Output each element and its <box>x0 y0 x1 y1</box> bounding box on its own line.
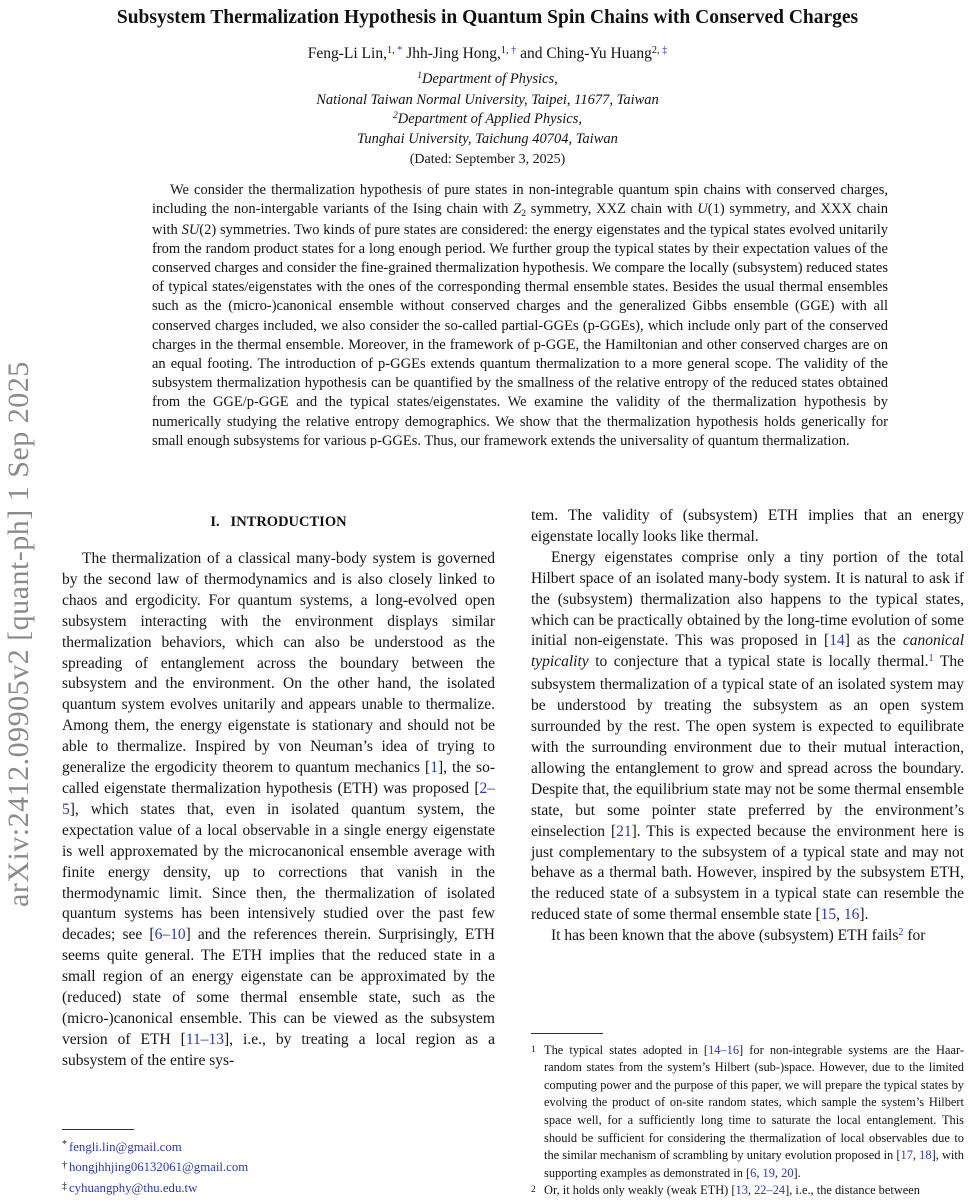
email-footnote-1 <box>62 1138 495 1159</box>
text-segment: 1 <box>417 70 423 82</box>
text-segment: 2 <box>393 109 398 121</box>
text-segment: symmetry, XXZ chain with <box>526 201 698 218</box>
footnote-rule <box>531 1033 603 1034</box>
text-segment: 1, <box>500 44 509 56</box>
text-segment: (2) symmetries. Two kinds of pure states are considered: the energy eigenstates and the typical states evolved unitarily from the random product states for a long enough period. We further group the typical states by their expectation values of the conserved charges and consider the fine-grained thermalization hypothesis. We compare the locally (subsystem) reduced states of typical states/eigenstates with the ones of the corresponding thermal ensemble states. Besides the usual thermal ensembles such as the (micro-)canonical ensemble without conserved charges and the generalized Gibbs ensemble (GGE) with all conserved charges included, we also consider the so-called partial-GGEs (p-GGEs), which include only part of the conserved charges in the thermal ensemble. Moreover, in the framework of p-GGE, the Hamiltonian and other conserved charges are on an equal footing. The introduction of p-GGEs extends quantum thermalization to a more general scope. The validity of the subsystem thermalization hypothesis can be quantified by the smallness of the relative entropy of the reduced states obtained from the GGE/p-GGE and the typical states/eigenstates. We examine the validity of the thermalization hypothesis by numerically studying the relative entropy demographics. We show that the thermalization hypothesis holds generically for small enough subsystems for various p-GGEs. Thus, our framework extends the universality of quantum thermalization. <box>152 221 888 449</box>
citation-link[interactable]: 18 <box>919 1148 932 1163</box>
text-segment: The subsystem thermalization of a typical state of an isolated system may be understood by treating the subsystem as an open system surrounded by the rest. The open system is expected to equilibrate with the surrounding environment due to their mutual interaction, allowing the entanglement to grow and spread across the boundary. Despite that, the equilibrium state may not be some thermal ensemble state, but some pointer state preferred by the environment’s einselection [ <box>531 653 964 840</box>
text-segment: † <box>62 1159 67 1171</box>
arxiv-watermark: arXiv:2412.09905v2 [quant-ph] 1 Sep 2025 <box>2 361 35 908</box>
text-segment: 1, <box>386 44 395 56</box>
citation-link[interactable]: 17 <box>900 1148 913 1163</box>
citation-link[interactable]: 14 <box>829 632 845 650</box>
text-segment: , <box>912 1148 920 1163</box>
intro-paragraph-4 <box>531 926 964 949</box>
text-segment: ]. <box>859 906 869 924</box>
text-segment: Department of Physics, <box>422 71 558 87</box>
footnote-ref-link[interactable]: * <box>394 44 403 56</box>
text-segment: ]. <box>793 1165 801 1180</box>
citation-link[interactable]: 20 <box>781 1165 794 1180</box>
text-segment: ], which states that, even in isolated quantum system, the expectation value of a local observable in a single energy eigenstate is well approxemated by the microcanonical ensemble average with finite energy density, up to corrections that vanish in the thermodynamic limit. Since then, the thermalization of isolated quantum systems has been intensively studied over the past few decades; see [ <box>62 800 495 944</box>
text-segment: tem. The validity of (subsystem) ETH implies that an energy eigenstate locally looks like thermal. <box>531 507 964 545</box>
affiliation-line-3 <box>0 110 975 131</box>
affiliation-line-1 <box>0 70 975 91</box>
email-link[interactable]: hongjhhjing06132061@gmail.com <box>68 1160 249 1175</box>
intro-paragraph-1 <box>62 549 495 1072</box>
intro-paragraph-3 <box>531 548 964 926</box>
paper-title: Subsystem Thermalization Hypothesis in Quantum Spin Chains with Conserved Charges <box>116 7 859 28</box>
section-heading-introduction: I. INTRODUCTION <box>210 514 347 530</box>
text-segment: , <box>774 1165 782 1180</box>
footnote-text <box>544 1042 964 1183</box>
text-segment: ], the so-called eigenstate thermalization hypothesis (ETH) was proposed [ <box>62 759 495 797</box>
email-footnotes <box>62 1129 495 1200</box>
citation-link[interactable]: 11–13 <box>185 1030 224 1048</box>
footnote-ref-link[interactable]: 1 <box>928 653 934 665</box>
citation-link[interactable]: 14–16 <box>708 1042 740 1057</box>
footnote-marker: 1 <box>531 1044 536 1055</box>
citation-link[interactable]: 1 <box>430 759 438 777</box>
affiliations <box>0 70 975 149</box>
left-column <box>62 506 495 1200</box>
citation-link[interactable]: 19 <box>762 1165 775 1180</box>
text-segment: ] for non-integrable systems are the Haar-random states from the system’s Hilbert (sub-)space. However, due to the limited computing power and the purpose of this paper, we will prepare the typical states by evolving the product of on-site random states, which sample the system’s Hilbert space well, for a sufficiently long time to saturate the local entanglement. This should be sufficient for considering the thermalization of local observables due to the similar mechanism of scrambling by unitary evolution proposed in [ <box>544 1042 964 1163</box>
authors-line <box>0 45 975 63</box>
affiliation-line-4 <box>0 130 975 149</box>
text-segment: to conjecture that a typical state is locally thermal. <box>588 653 929 671</box>
text-segment: 2 <box>521 207 527 219</box>
footnote-text <box>544 1182 964 1200</box>
abstract <box>152 181 888 451</box>
text-segment: ], i.e., by treating a local region as a subsystem of the entire sys- <box>62 1030 495 1069</box>
email-link[interactable]: cyhuangphy@thu.edu.tw <box>68 1181 198 1196</box>
text-segment: Feng-Li Lin, <box>307 45 387 62</box>
text-segment: for <box>903 927 926 945</box>
email-footnote-2 <box>62 1158 495 1179</box>
citation-link[interactable]: 6–10 <box>154 926 186 944</box>
text-segment: Department of Applied Physics, <box>397 110 582 127</box>
citation-link[interactable]: 2–5 <box>62 779 495 818</box>
text-segment: SU <box>181 221 200 238</box>
footnote-marker: 2 <box>531 1185 536 1196</box>
citation-link[interactable]: 21 <box>616 822 632 840</box>
text-segment: , <box>756 1165 763 1180</box>
footnote-ref-link[interactable]: 2 <box>898 927 904 939</box>
text-segment: 2, <box>651 44 660 56</box>
text-segment: ], i.e., the distance between <box>785 1183 920 1198</box>
footnote-1 <box>531 1042 964 1183</box>
text-segment: canonical typicality <box>531 632 964 671</box>
text-segment: U <box>697 201 708 218</box>
text-segment: ‡ <box>62 1180 67 1192</box>
text-segment: and Ching-Yu Huang <box>516 45 652 62</box>
text-segment: Or, it holds only weakly (weak ETH) [ <box>544 1183 736 1198</box>
intro-paragraph-2 <box>531 506 964 548</box>
text-segment: National Taiwan Normal University, Taipei, 11677, Taiwan <box>316 91 659 108</box>
affiliation-line-2 <box>0 91 975 110</box>
text-segment: The thermalization of a classical many-body system is governed by the second law of thermodynamics and is also closely linked to chaos and ergodicity. For quantum systems, a long-evolved open subsystem interacting with the environment displays similar thermalization behaviors, which can also be understood as the spreading of entanglement across the boundary between the subsystem and the environment. On the other hand, the isolated quantum system evolves unitarily and appears unable to thermalize. Among them, the energy eigenstate is stationary and should not be able to thermalize. Inspired by von Neuman’s idea of trying to generalize the ergodicity theorem to quantum mechanics [ <box>62 550 495 777</box>
text-segment: ]. This is expected because the environment here is just complementary to the subsystem of a typical state and may not behave as a thermal bath. However, inspired by the subsystem ETH, the reduced state of a subsystem in a typical state can resemble the reduced state of some thermal ensemble state [ <box>531 822 964 924</box>
citation-link[interactable]: 16 <box>843 906 860 924</box>
text-segment: It has been known that the above (subsystem) ETH fails <box>551 927 899 945</box>
text-segment: The typical states adopted in [ <box>544 1042 709 1057</box>
footnote-rule <box>62 1129 134 1130</box>
citation-link[interactable]: 13 <box>735 1183 748 1198</box>
text-segment: Jhh-Jing Hong, <box>402 45 501 62</box>
text-segment: We consider the thermalization hypothesis of pure states in non-integrable quantum spin chains with conserved charges, including the non-intergable variants of the Ising chain with <box>152 182 888 218</box>
text-segment: Tunghai University, Taichung 40704, Taiwan <box>357 131 618 148</box>
text-segment: Z <box>513 201 522 218</box>
footnote-2 <box>531 1182 964 1200</box>
text-segment: ] as the <box>844 632 903 650</box>
citation-link[interactable]: 6 <box>750 1165 757 1180</box>
text-segment: , <box>836 906 844 924</box>
footnote-ref-link[interactable]: ‡ <box>659 44 668 56</box>
right-column <box>531 506 964 1200</box>
email-link[interactable]: fengli.lin@gmail.com <box>68 1139 182 1154</box>
text-segment: (1) symmetry, and XXX chain with <box>152 201 889 238</box>
footnote-ref-link[interactable]: † <box>508 44 517 56</box>
text-segment: ] and the references therein. Surprisingly, ETH seems quite general. The ETH implies that the reduced state in a small region of an energy eigenstate can be approximated by the (reduced) state of some thermal ensemble state, such as the (micro-)canonical ensemble. This can be viewed as the subsystem version of ETH [ <box>62 926 495 1048</box>
text-segment: * <box>62 1139 67 1151</box>
dated-line: (Dated: September 3, 2025) <box>409 152 566 168</box>
citation-link[interactable]: 22–24 <box>754 1183 786 1198</box>
numbered-footnotes <box>531 1033 964 1200</box>
text-segment: ], with supporting examples as demonstrated in [ <box>544 1148 964 1180</box>
text-segment: Energy eigenstates comprise only a tiny portion of the total Hilbert space of an isolated many-body system. It is natural to ask if the (subsystem) thermalization also happens to the typical states, which can be practically obtained by the long-time evolution of some initial non-eigenstate. This was proposed in [ <box>531 548 964 650</box>
citation-link[interactable]: 15 <box>820 906 837 924</box>
email-footnote-3 <box>62 1179 495 1200</box>
text-segment: , <box>747 1183 755 1198</box>
paper-header <box>0 0 975 168</box>
